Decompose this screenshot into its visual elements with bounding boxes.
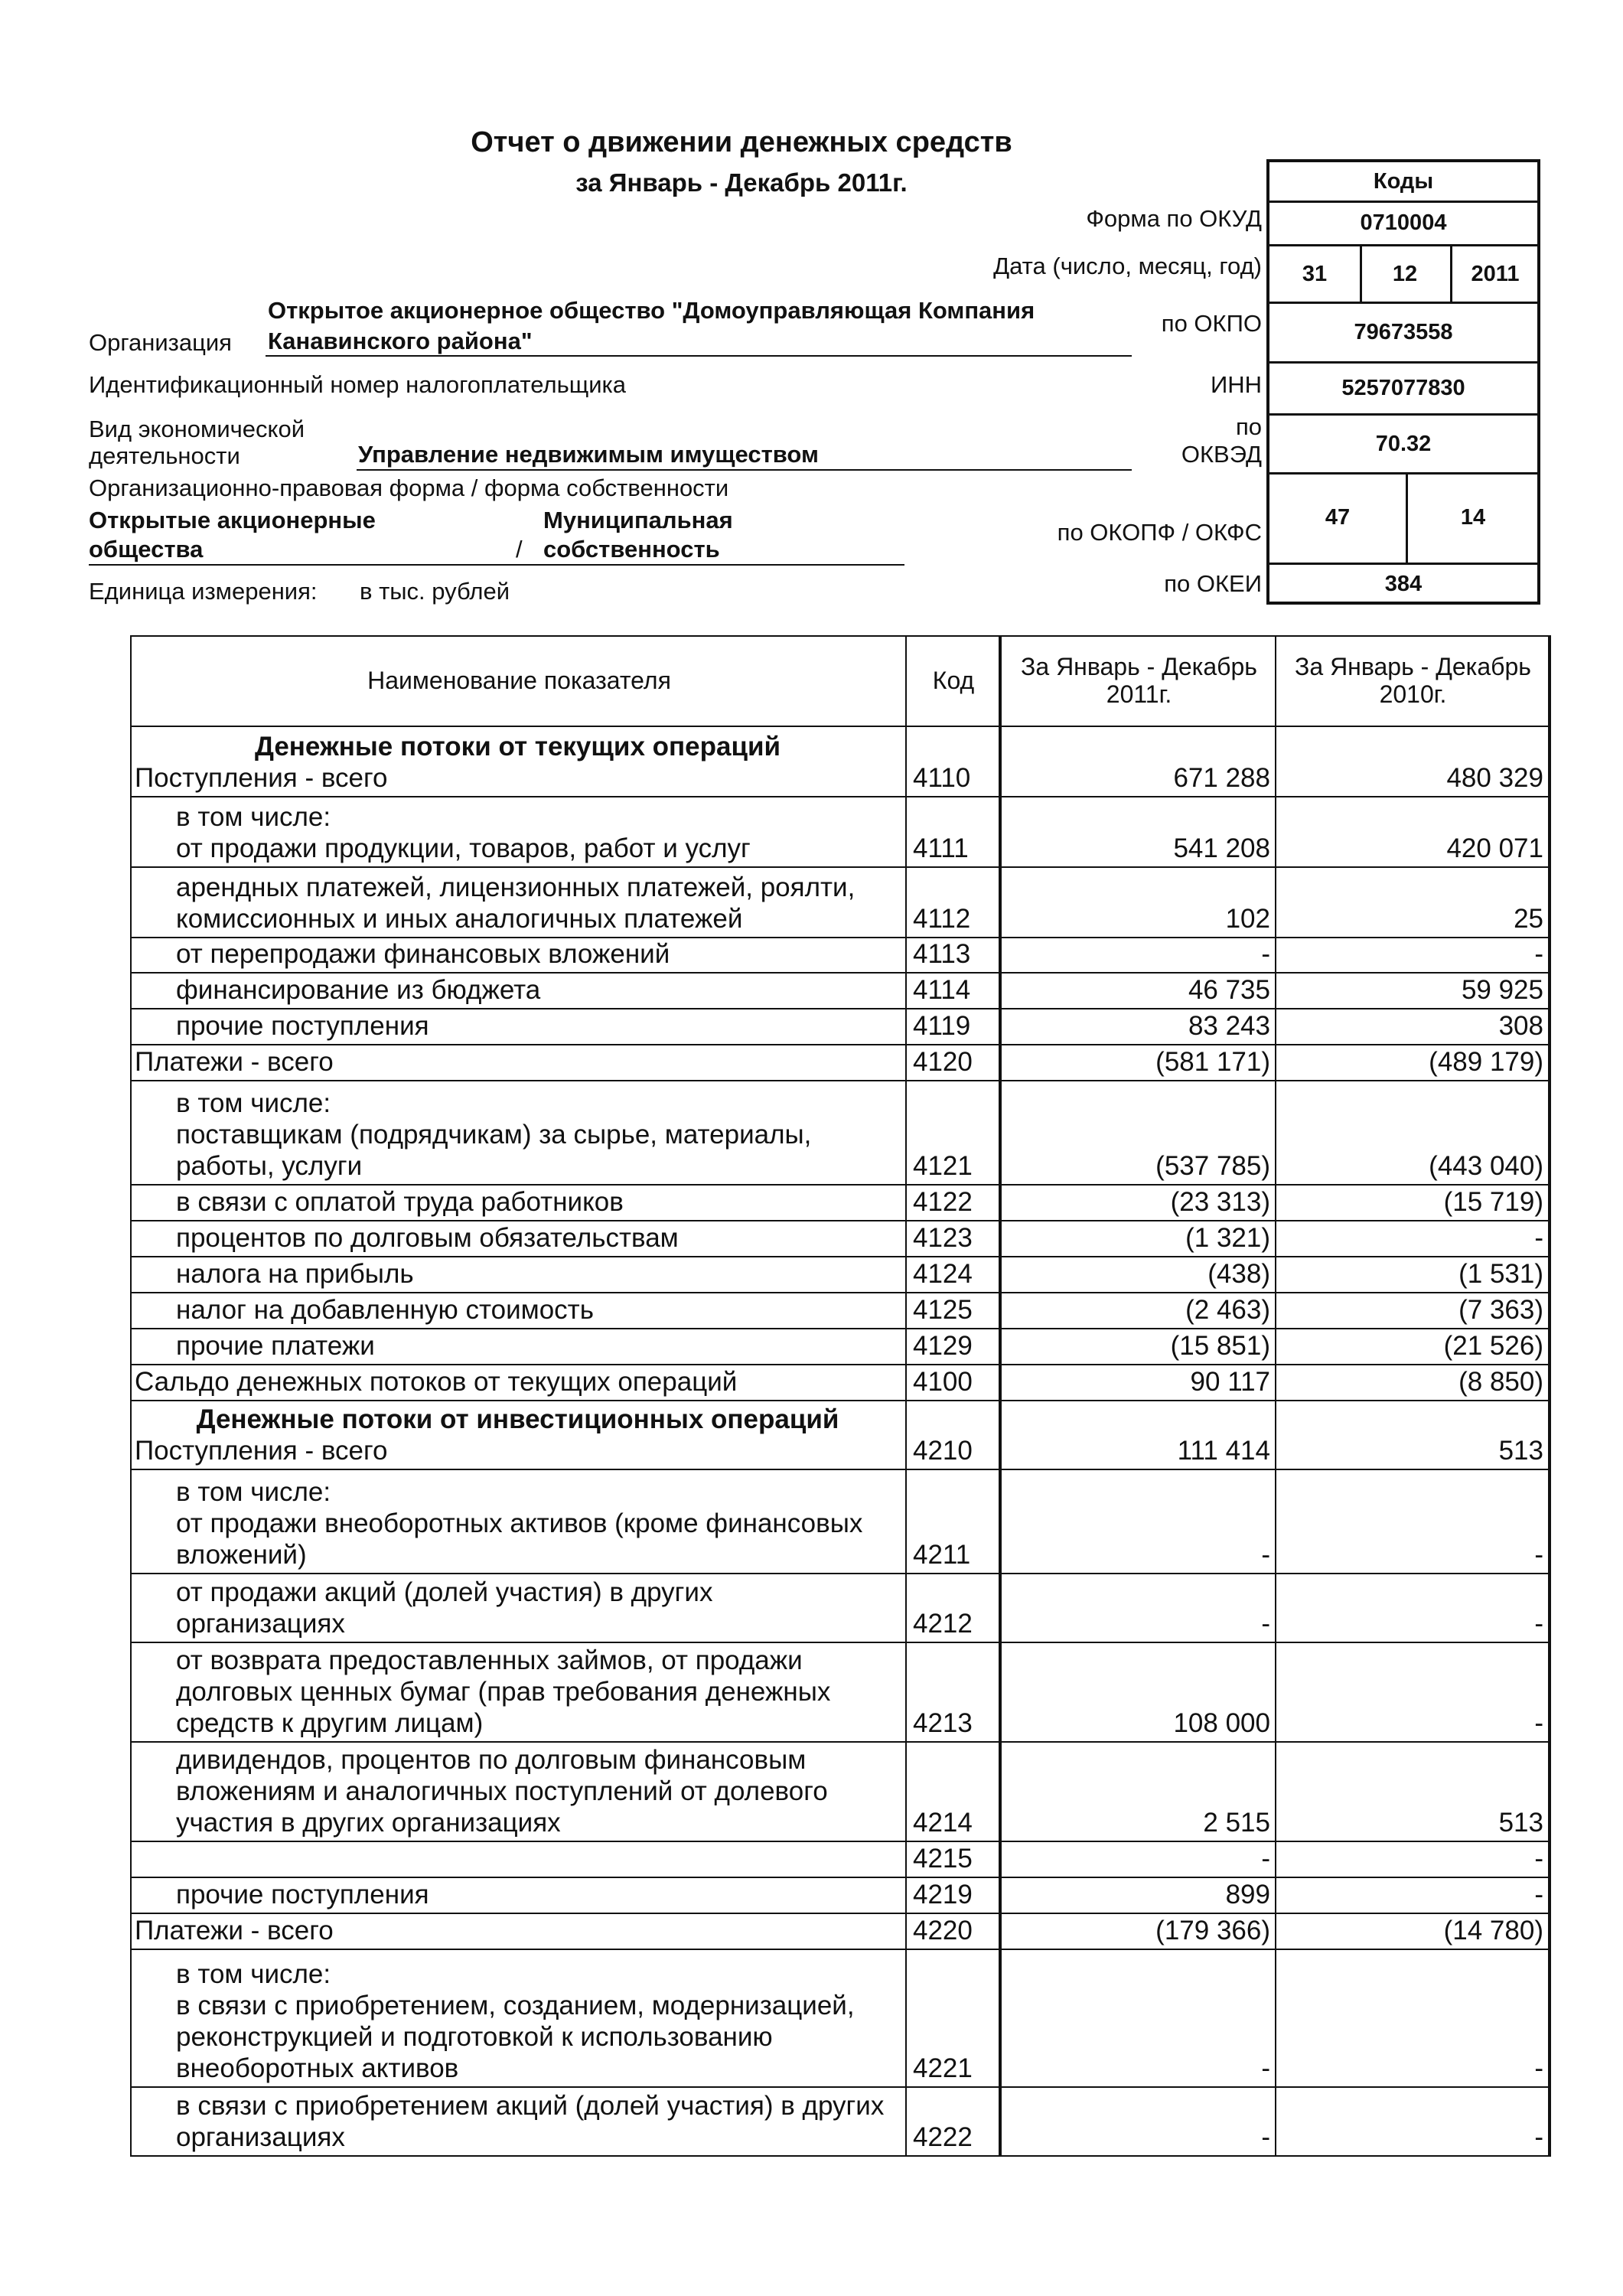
row-value-2010: 308 — [1276, 1009, 1550, 1045]
header-2010: За Январь - Декабрь 2010г. — [1276, 636, 1550, 726]
row-name-line: налога на прибыль — [176, 1259, 414, 1289]
row-value-2010: (443 040) — [1276, 1081, 1550, 1185]
table-row — [131, 1045, 1550, 1081]
row-name — [131, 1365, 906, 1401]
date-month: 12 — [1392, 261, 1418, 286]
row-name-line: в связи с приобретением акций (долей участия) в других — [176, 2091, 885, 2121]
row-name — [131, 867, 906, 938]
row-code: 4122 — [906, 1185, 1000, 1221]
row-name-line: долговых ценных бумаг (прав требования денежных — [176, 1677, 831, 1707]
row-name-line: поставщикам (подрядчикам) за сырье, материалы, — [176, 1120, 812, 1150]
row-name — [131, 726, 906, 797]
table-row — [131, 867, 1550, 938]
row-name-line: от продажи внеоборотных активов (кроме финансовых — [176, 1508, 863, 1538]
row-name — [131, 1221, 906, 1257]
cash-flow-table — [130, 635, 1551, 2157]
row-code: 4212 — [906, 1574, 1000, 1642]
row-code: 4219 — [906, 1877, 1000, 1913]
row-name — [131, 1081, 906, 1185]
row-name-line: дивидендов, процентов по долговым финансовым — [176, 1745, 807, 1775]
row-value-2011: (438) — [1000, 1257, 1276, 1293]
table-row — [131, 938, 1550, 973]
legal-form-line1: Открытые акционерные — [89, 507, 376, 533]
legal-form-line2: общества — [89, 536, 204, 563]
row-value-2011: - — [1000, 1574, 1276, 1642]
row-name-line: в том числе: — [176, 1088, 331, 1118]
table-row — [131, 2087, 1550, 2156]
header-code: Код — [906, 636, 1000, 726]
table-row — [131, 1949, 1550, 2087]
inn-label: ИНН — [1210, 371, 1262, 398]
row-value-2010: - — [1276, 1877, 1550, 1913]
row-code: 4111 — [906, 797, 1000, 867]
header-name: Наименование показателя — [131, 636, 906, 726]
row-name-line: прочие поступления — [176, 1880, 429, 1910]
section-title: Денежные потоки от текущих операций — [254, 732, 781, 762]
row-value-2011: 90 117 — [1000, 1365, 1276, 1401]
row-name — [131, 797, 906, 867]
row-code: 4222 — [906, 2087, 1000, 2156]
okopf-value: 47 — [1325, 505, 1351, 530]
date-day: 31 — [1302, 261, 1328, 286]
table-row — [131, 1365, 1550, 1401]
row-name-line: участия в других организациях — [176, 1808, 561, 1838]
row-value-2011: 541 208 — [1000, 797, 1276, 867]
row-name — [131, 1841, 906, 1877]
row-name-line: комиссионных и иных аналогичных платежей — [176, 904, 743, 934]
row-value-2010: - — [1276, 1949, 1550, 2087]
row-name-line: в том числе: — [176, 1959, 331, 1989]
row-name — [131, 1574, 906, 1642]
row-name-line: организациях — [176, 2122, 345, 2152]
row-value-2010: 513 — [1276, 1401, 1550, 1469]
row-name-line: арендных платежей, лицензионных платежей, роялти, — [176, 872, 855, 902]
okved-label-2: ОКВЭД — [1181, 441, 1262, 468]
row-value-2010: (15 719) — [1276, 1185, 1550, 1221]
row-name-line: от возврата предоставленных займов, от продажи — [176, 1645, 803, 1675]
row-name-line: от продажи продукции, товаров, работ и услуг — [176, 833, 751, 863]
row-value-2010: 59 925 — [1276, 973, 1550, 1009]
row-name-line: организациях — [176, 1609, 345, 1639]
row-value-2011: (179 366) — [1000, 1913, 1276, 1949]
row-name — [131, 1009, 906, 1045]
row-code: 4114 — [906, 973, 1000, 1009]
row-value-2010: - — [1276, 938, 1550, 973]
ownership-line1: Муниципальная — [543, 507, 733, 533]
row-value-2010: (14 780) — [1276, 1913, 1550, 1949]
row-value-2011: (581 171) — [1000, 1045, 1276, 1081]
row-value-2010: - — [1276, 1642, 1550, 1742]
table-row — [131, 973, 1550, 1009]
row-code: 4125 — [906, 1293, 1000, 1329]
row-code: 4120 — [906, 1045, 1000, 1081]
row-name-line: Платежи - всего — [135, 1916, 334, 1945]
row-code: 4123 — [906, 1221, 1000, 1257]
row-name-line: в том числе: — [176, 1477, 331, 1507]
row-code: 4100 — [906, 1365, 1000, 1401]
table-row — [131, 1185, 1550, 1221]
row-value-2010: 513 — [1276, 1742, 1550, 1841]
row-value-2011: - — [1000, 938, 1276, 973]
unit-label: Единица измерения: — [89, 578, 318, 605]
table-row — [131, 726, 1550, 797]
row-name-line: финансирование из бюджета — [176, 975, 541, 1005]
table-row — [131, 1841, 1550, 1877]
row-name-line: Платежи - всего — [135, 1047, 334, 1077]
table-row — [131, 1877, 1550, 1913]
row-name-line: налог на добавленную стоимость — [176, 1295, 594, 1325]
table-row — [131, 1913, 1550, 1949]
row-name-line: от продажи акций (долей участия) в других — [176, 1577, 713, 1607]
row-code: 4119 — [906, 1009, 1000, 1045]
row-value-2011: - — [1000, 1841, 1276, 1877]
row-name-line: реконструкцией и подготовкой к использованию — [176, 2022, 773, 2052]
table-row — [131, 1742, 1550, 1841]
okfs-value: 14 — [1460, 505, 1486, 530]
table-row — [131, 1221, 1550, 1257]
row-name — [131, 1469, 906, 1574]
row-value-2011: 108 000 — [1000, 1642, 1276, 1742]
table-row — [131, 1574, 1550, 1642]
row-code: 4214 — [906, 1742, 1000, 1841]
row-value-2010: 480 329 — [1276, 726, 1550, 797]
row-value-2010: (1 531) — [1276, 1257, 1550, 1293]
row-value-2010: (8 850) — [1276, 1365, 1550, 1401]
activity-underline — [357, 469, 1132, 471]
row-name — [131, 1257, 906, 1293]
row-name-line: вложениям и аналогичных поступлений от долевого — [176, 1776, 828, 1806]
row-value-2011: 46 735 — [1000, 973, 1276, 1009]
activity-label-1: Вид экономической — [89, 416, 305, 442]
table-row — [131, 1009, 1550, 1045]
row-name — [131, 1877, 906, 1913]
row-name — [131, 1293, 906, 1329]
report-title: Отчет о движении денежных средств — [471, 126, 1012, 158]
row-code: 4215 — [906, 1841, 1000, 1877]
table-row — [131, 1469, 1550, 1574]
okei-value: 384 — [1384, 571, 1423, 596]
row-value-2010: - — [1276, 2087, 1550, 2156]
row-value-2011: (15 851) — [1000, 1329, 1276, 1365]
okud-label: Форма по ОКУД — [1086, 205, 1262, 232]
codes-header: Коды — [1373, 168, 1434, 194]
row-value-2010: (21 526) — [1276, 1329, 1550, 1365]
row-name — [131, 1949, 906, 2087]
row-value-2011: - — [1000, 1949, 1276, 2087]
row-name — [131, 1329, 906, 1365]
table-row — [131, 1642, 1550, 1742]
section-title: Денежные потоки от инвестиционных операций — [196, 1404, 839, 1434]
okved-value: 70.32 — [1375, 431, 1432, 456]
row-value-2011: (23 313) — [1000, 1185, 1276, 1221]
okopf-label: по ОКОПФ / ОКФС — [1057, 519, 1262, 546]
ownership-line2: собственность — [543, 536, 720, 563]
org-label: Организация — [89, 329, 232, 356]
table-body — [131, 726, 1550, 2156]
table-row — [131, 1329, 1550, 1365]
row-name-line: средств к другим лицам) — [176, 1708, 484, 1738]
row-name — [131, 938, 906, 973]
row-code: 4121 — [906, 1081, 1000, 1185]
legal-form-slash: / — [516, 536, 523, 563]
row-name-line: процентов по долговым обязательствам — [176, 1223, 679, 1253]
row-code: 4221 — [906, 1949, 1000, 2087]
row-code: 4211 — [906, 1469, 1000, 1574]
row-name-line: Сальдо денежных потоков от текущих операций — [135, 1367, 738, 1397]
row-value-2010: (489 179) — [1276, 1045, 1550, 1081]
row-code: 4112 — [906, 867, 1000, 938]
row-name — [131, 1642, 906, 1742]
row-value-2010: 420 071 — [1276, 797, 1550, 867]
row-code: 4220 — [906, 1913, 1000, 1949]
row-value-2011: (2 463) — [1000, 1293, 1276, 1329]
table-row — [131, 1257, 1550, 1293]
okei-label: по ОКЕИ — [1164, 570, 1262, 597]
row-value-2010: - — [1276, 1221, 1550, 1257]
row-name-line: прочие платежи — [176, 1331, 375, 1361]
row-value-2011: - — [1000, 1469, 1276, 1574]
date-label: Дата (число, месяц, год) — [993, 253, 1262, 279]
unit-value: в тыс. рублей — [360, 578, 510, 605]
row-value-2010: - — [1276, 1469, 1550, 1574]
table-row — [131, 797, 1550, 867]
date-year: 2011 — [1471, 261, 1520, 286]
row-code: 4213 — [906, 1642, 1000, 1742]
row-name-line: в том числе: — [176, 802, 331, 832]
row-name — [131, 973, 906, 1009]
row-name — [131, 2087, 906, 2156]
row-name — [131, 1913, 906, 1949]
row-name-line: Поступления - всего — [135, 763, 388, 793]
row-name-line: прочие поступления — [176, 1011, 429, 1041]
row-name-line: Поступления - всего — [135, 1436, 388, 1466]
okud-value: 0710004 — [1360, 210, 1447, 235]
row-name-line: в связи с приобретением, созданием, модернизацией, — [176, 1991, 855, 2020]
legal-form-label: Организационно-правовая форма / форма собственности — [89, 475, 729, 501]
row-value-2011: (1 321) — [1000, 1221, 1276, 1257]
row-name — [131, 1045, 906, 1081]
row-value-2011: 111 414 — [1000, 1401, 1276, 1469]
row-value-2011: 899 — [1000, 1877, 1276, 1913]
table-row — [131, 1081, 1550, 1185]
row-value-2011: (537 785) — [1000, 1081, 1276, 1185]
row-code: 4113 — [906, 938, 1000, 973]
okpo-label: по ОКПО — [1161, 310, 1262, 337]
activity-value: Управление недвижимым имуществом — [358, 441, 819, 468]
codes-block — [1266, 159, 1540, 605]
row-value-2011: 102 — [1000, 867, 1276, 938]
row-value-2010: - — [1276, 1574, 1550, 1642]
org-name-line2: Канавинского района" — [268, 328, 533, 354]
row-name-line: в связи с оплатой труда работников — [176, 1187, 624, 1217]
row-name — [131, 1185, 906, 1221]
inn-full-label: Идентификационный номер налогоплательщика — [89, 371, 627, 398]
row-value-2011: 671 288 — [1000, 726, 1276, 797]
row-name-line: от перепродажи финансовых вложений — [176, 939, 670, 969]
row-name-line: работы, услуги — [176, 1151, 363, 1181]
row-code: 4210 — [906, 1401, 1000, 1469]
table-row — [131, 1401, 1550, 1469]
row-value-2010: - — [1276, 1841, 1550, 1877]
table-row — [131, 1293, 1550, 1329]
row-name-line: внеоборотных активов — [176, 2053, 459, 2083]
row-value-2010: (7 363) — [1276, 1293, 1550, 1329]
row-value-2010: 25 — [1276, 867, 1550, 938]
row-value-2011: 83 243 — [1000, 1009, 1276, 1045]
row-name — [131, 1742, 906, 1841]
inn-value: 5257077830 — [1341, 376, 1465, 400]
header-2011: За Январь - Декабрь 2011г. — [1000, 636, 1276, 726]
okpo-value: 79673558 — [1354, 320, 1453, 344]
row-name-line: вложений) — [176, 1540, 307, 1570]
row-value-2011: - — [1000, 2087, 1276, 2156]
report-period: за Январь - Декабрь 2011г. — [575, 168, 908, 197]
org-name-line1: Открытое акционерное общество "Домоуправляющая Компания — [268, 297, 1035, 324]
row-code: 4110 — [906, 726, 1000, 797]
okved-label-1: по — [1235, 413, 1262, 440]
row-code: 4124 — [906, 1257, 1000, 1293]
org-underline — [266, 355, 1132, 357]
row-code: 4129 — [906, 1329, 1000, 1365]
row-name — [131, 1401, 906, 1469]
legal-form-underline — [89, 564, 904, 566]
row-value-2011: 2 515 — [1000, 1742, 1276, 1841]
activity-label-2: деятельности — [89, 442, 240, 469]
